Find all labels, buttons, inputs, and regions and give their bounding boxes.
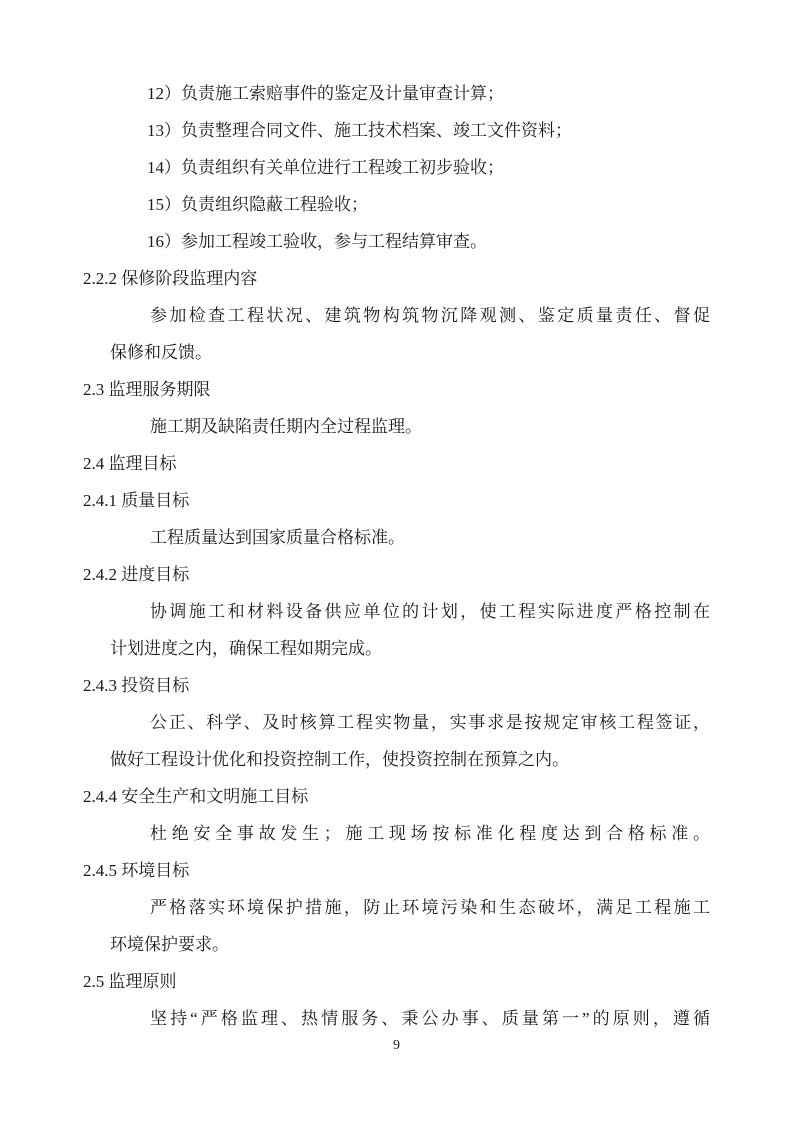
list-item: 15）负责组织隐蔽工程验收；: [147, 195, 368, 214]
section-heading: 2.5 监理原则: [83, 972, 177, 991]
paragraph-line: 保修和反馈。: [110, 343, 212, 362]
paragraph-line: 施工期及缺陷责任期内全过程监理。: [150, 417, 422, 436]
section-heading: 2.4.4 安全生产和文明施工目标: [83, 787, 309, 806]
paragraph-line: 工程质量达到国家质量合格标准。: [150, 528, 405, 547]
section-heading: 2.4.5 环境目标: [83, 861, 190, 880]
section-heading: 2.4.3 投资目标: [83, 676, 190, 695]
paragraph-line: 协调施工和材料设备供应单位的计划，使工程实际进度严格控制在: [150, 602, 710, 621]
list-item: 13）负责整理合同文件、施工技术档案、竣工文件资料；: [147, 121, 572, 140]
section-heading: 2.3 监理服务期限: [83, 380, 211, 399]
section-heading: 2.4.2 进度目标: [83, 565, 190, 584]
paragraph-line: 做好工程设计优化和投资控制工作，使投资控制在预算之内。: [110, 750, 569, 769]
list-item: 12）负责施工索赔事件的鉴定及计量审查计算；: [147, 84, 504, 103]
paragraph-line: 计划进度之内，确保工程如期完成。: [110, 639, 382, 658]
paragraph-line: 杜绝安全事故发生；施工现场按标准化程度达到合格标准。: [150, 824, 710, 843]
paragraph-line: 坚持“严格监理、热情服务、秉公办事、质量第一”的原则，遵循: [150, 1009, 710, 1028]
paragraph-line: 参加检查工程状况、建筑物构筑物沉降观测、鉴定质量责任、督促: [150, 306, 710, 325]
section-heading: 2.4 监理目标: [83, 454, 177, 473]
paragraph-line: 严格落实环境保护措施，防止环境污染和生态破坏，满足工程施工: [150, 898, 710, 917]
list-item: 14）负责组织有关单位进行工程竣工初步验收；: [147, 158, 504, 177]
section-heading: 2.4.1 质量目标: [83, 491, 190, 510]
paragraph-line: 环境保护要求。: [110, 935, 229, 954]
paragraph-line: 公正、科学、及时核算工程实物量，实事求是按规定审核工程签证，: [150, 713, 710, 732]
section-heading: 2.2.2 保修阶段监理内容: [83, 269, 258, 288]
page-number: 9: [393, 1038, 400, 1053]
list-item: 16）参加工程竣工验收，参与工程结算审查。: [147, 232, 487, 251]
document-body: [83, 75, 710, 1037]
